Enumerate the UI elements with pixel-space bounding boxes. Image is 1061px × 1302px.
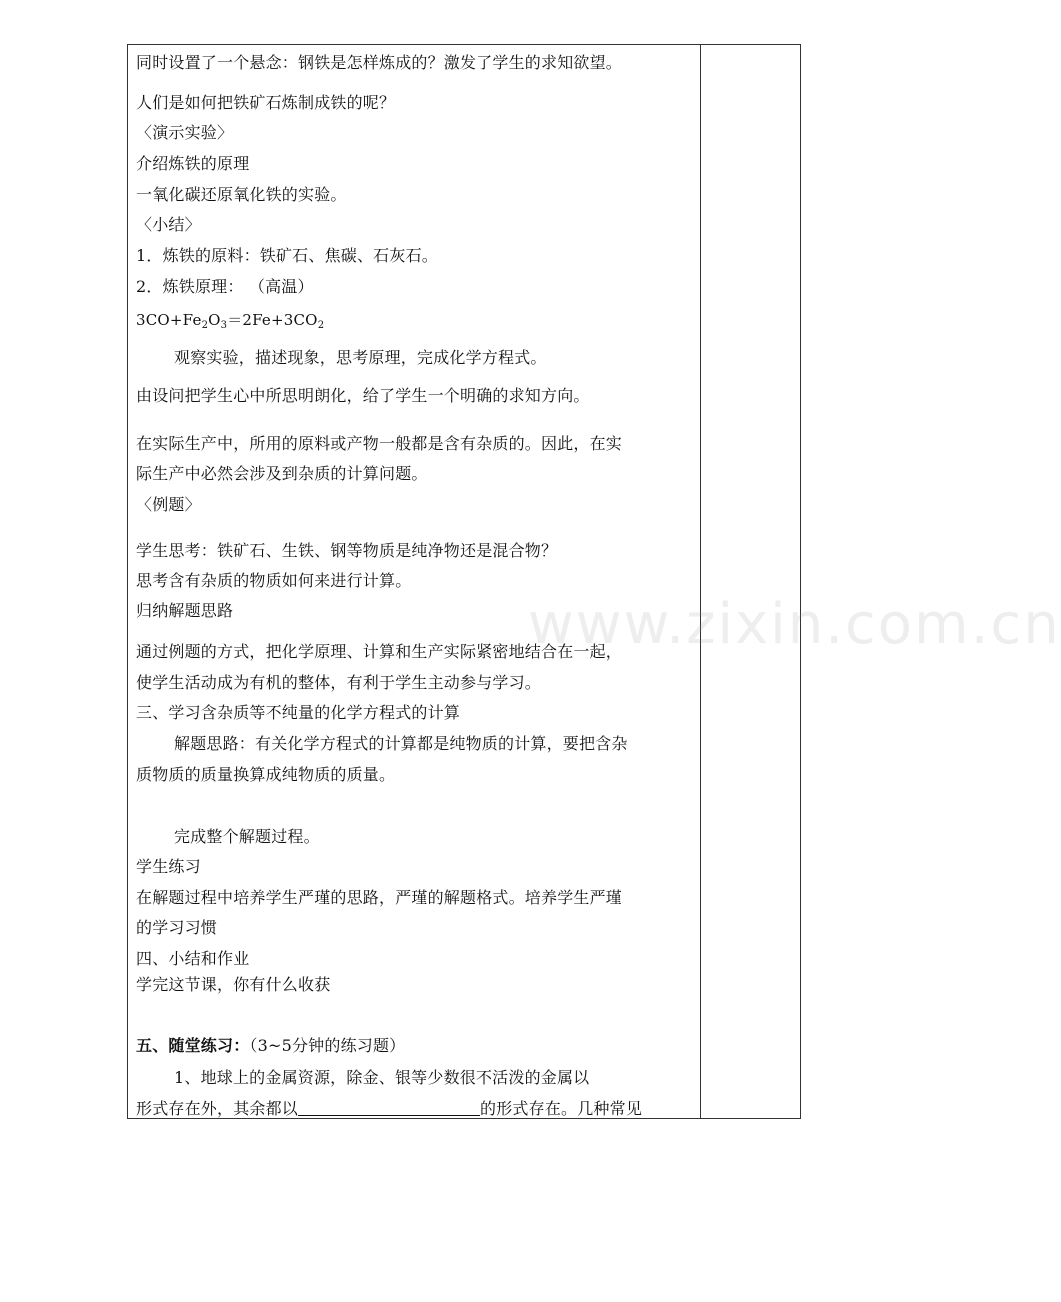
- fill-blank: [298, 1099, 480, 1116]
- exercise-heading: 五、随堂练习：: [136, 1036, 250, 1055]
- text-line: 思考含有杂质的物质如何来进行计算。: [136, 571, 412, 590]
- text-line: 学完这节课，你有什么收获: [136, 975, 331, 994]
- column-divider: [700, 45, 701, 1118]
- text-line: 质物质的质量换算成纯物质的质量。: [136, 765, 396, 784]
- text-line: 形式存在外，其余都以 的形式存在。几种常见: [136, 1099, 643, 1118]
- chemical-equation: $3CO+Fe_2O_3=2Fe+3CO_2$: [136, 311, 325, 331]
- text-line: 在解题过程中培养学生严瑾的思路，严瑾的解题格式。培养学生严瑾: [136, 888, 623, 907]
- text-line: 的学习习惯: [136, 918, 218, 937]
- text-line: 归纳解题思路: [136, 601, 234, 620]
- text-line: 〈小结〉: [136, 215, 201, 234]
- text-line: 〈演示实验〉: [136, 123, 234, 142]
- exercise-note: （3~5分钟的练习题）: [249, 1036, 406, 1055]
- text-line: 人们是如何把铁矿石炼制成铁的呢？: [136, 93, 396, 112]
- text-line: 1、地球上的金属资源，除金、银等少数很不活泼的金属以: [174, 1068, 590, 1087]
- text-line: 介绍炼铁的原理: [136, 154, 250, 173]
- watermark: www.zixin.com.cn: [528, 592, 1061, 657]
- text-line: 一氧化碳还原氧化铁的实验。: [136, 185, 347, 204]
- lesson-table: [127, 44, 801, 1119]
- text-line: 学生思考：铁矿石、生铁、钢等物质是纯净物还是混合物？: [136, 541, 558, 560]
- section-heading: [136, 1036, 405, 1056]
- text-line: 〈例题〉: [136, 495, 201, 514]
- text-line: 2．炼铁原理： （高温）: [136, 277, 314, 296]
- section-heading: 四、小结和作业: [136, 949, 250, 968]
- text-line: 同时设置了一个悬念：钢铁是怎样炼成的？激发了学生的求知欲望。: [136, 53, 623, 72]
- text-line: 使学生活动成为有机的整体，有利于学生主动参与学习。: [136, 673, 542, 692]
- text-line: 通过例题的方式，把化学原理、计算和生产实际紧密地结合在一起，: [136, 642, 623, 661]
- text-line: 际生产中必然会涉及到杂质的计算问题。: [136, 464, 428, 483]
- text-line: 由设问把学生心中所思明朗化，给了学生一个明确的求知方向。: [136, 386, 590, 405]
- section-heading: 三、学习含杂质等不纯量的化学方程式的计算: [136, 703, 461, 722]
- text-line: 观察实验，描述现象，思考原理，完成化学方程式。: [174, 348, 547, 367]
- text-line: 解题思路：有关化学方程式的计算都是纯物质的计算，要把含杂: [174, 734, 628, 753]
- text-line: 1．炼铁的原料：铁矿石、焦碳、石灰石。: [136, 246, 438, 265]
- text-line: 在实际生产中，所用的原料或产物一般都是含有杂质的。因此，在实: [136, 434, 623, 453]
- text-line: 完成整个解题过程。: [174, 827, 320, 846]
- text-line: 学生练习: [136, 857, 201, 876]
